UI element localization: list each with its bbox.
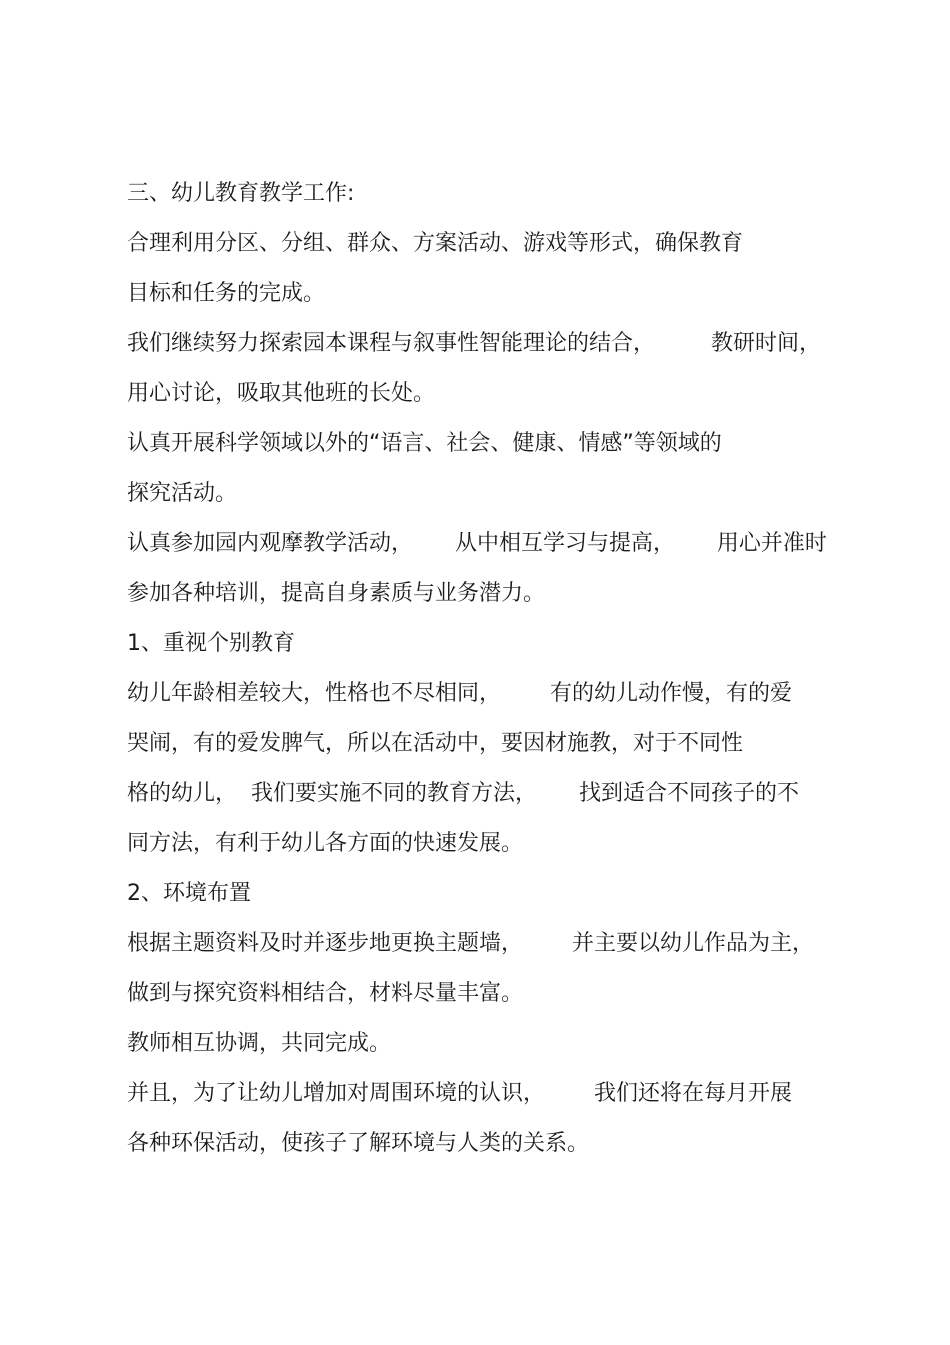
text-line: 做到与探究资料相结合，材料尽量丰富。	[127, 981, 524, 1006]
text-line: 合理利用分区、分组、群众、方案活动、游戏等形式，确保教育	[127, 231, 744, 256]
text-line: 根据主题资料及时并逐步地更换主题墙， 并主要以幼儿作品为主，	[127, 931, 814, 956]
subsection-heading: 1、重视个别教育	[127, 631, 295, 656]
text-line: 探究活动。	[127, 481, 238, 506]
text-line: 同方法，有利于幼儿各方面的快速发展。	[127, 831, 524, 856]
subsection-heading: 2、环境布置	[127, 881, 251, 906]
text-line: 参加各种培训，提高自身素质与业务潜力。	[127, 581, 546, 606]
text-line: 幼儿年龄相差较大，性格也不尽相同， 有的幼儿动作慢，有的爱	[127, 681, 792, 706]
text-line: 我们继续努力探索园本课程与叙事性智能理论的结合， 教研时间，	[127, 331, 821, 356]
text-line: 并且，为了让幼儿增加对周围环境的认识， 我们还将在每月开展	[127, 1081, 792, 1106]
text-line: 各种环保活动，使孩子了解环境与人类的关系。	[127, 1131, 590, 1156]
text-line: 格的幼儿， 我们要实施不同的教育方法， 找到适合不同孩子的不	[127, 781, 799, 806]
text-line: 认真参加园内观摩教学活动， 从中相互学习与提高， 用心并准时	[127, 531, 827, 556]
text-line: 目标和任务的完成。	[127, 281, 326, 306]
text-line: 认真开展科学领域以外的“语言、社会、健康、情感”等领域的	[127, 431, 722, 456]
text-line: 哭闹，有的爱发脾气，所以在活动中，要因材施教，对于不同性	[127, 731, 744, 756]
section-heading: 三、幼儿教育教学工作:	[127, 181, 355, 206]
text-line: 教师相互协调，共同完成。	[127, 1031, 392, 1056]
text-line: 用心讨论，吸取其他班的长处。	[127, 381, 436, 406]
